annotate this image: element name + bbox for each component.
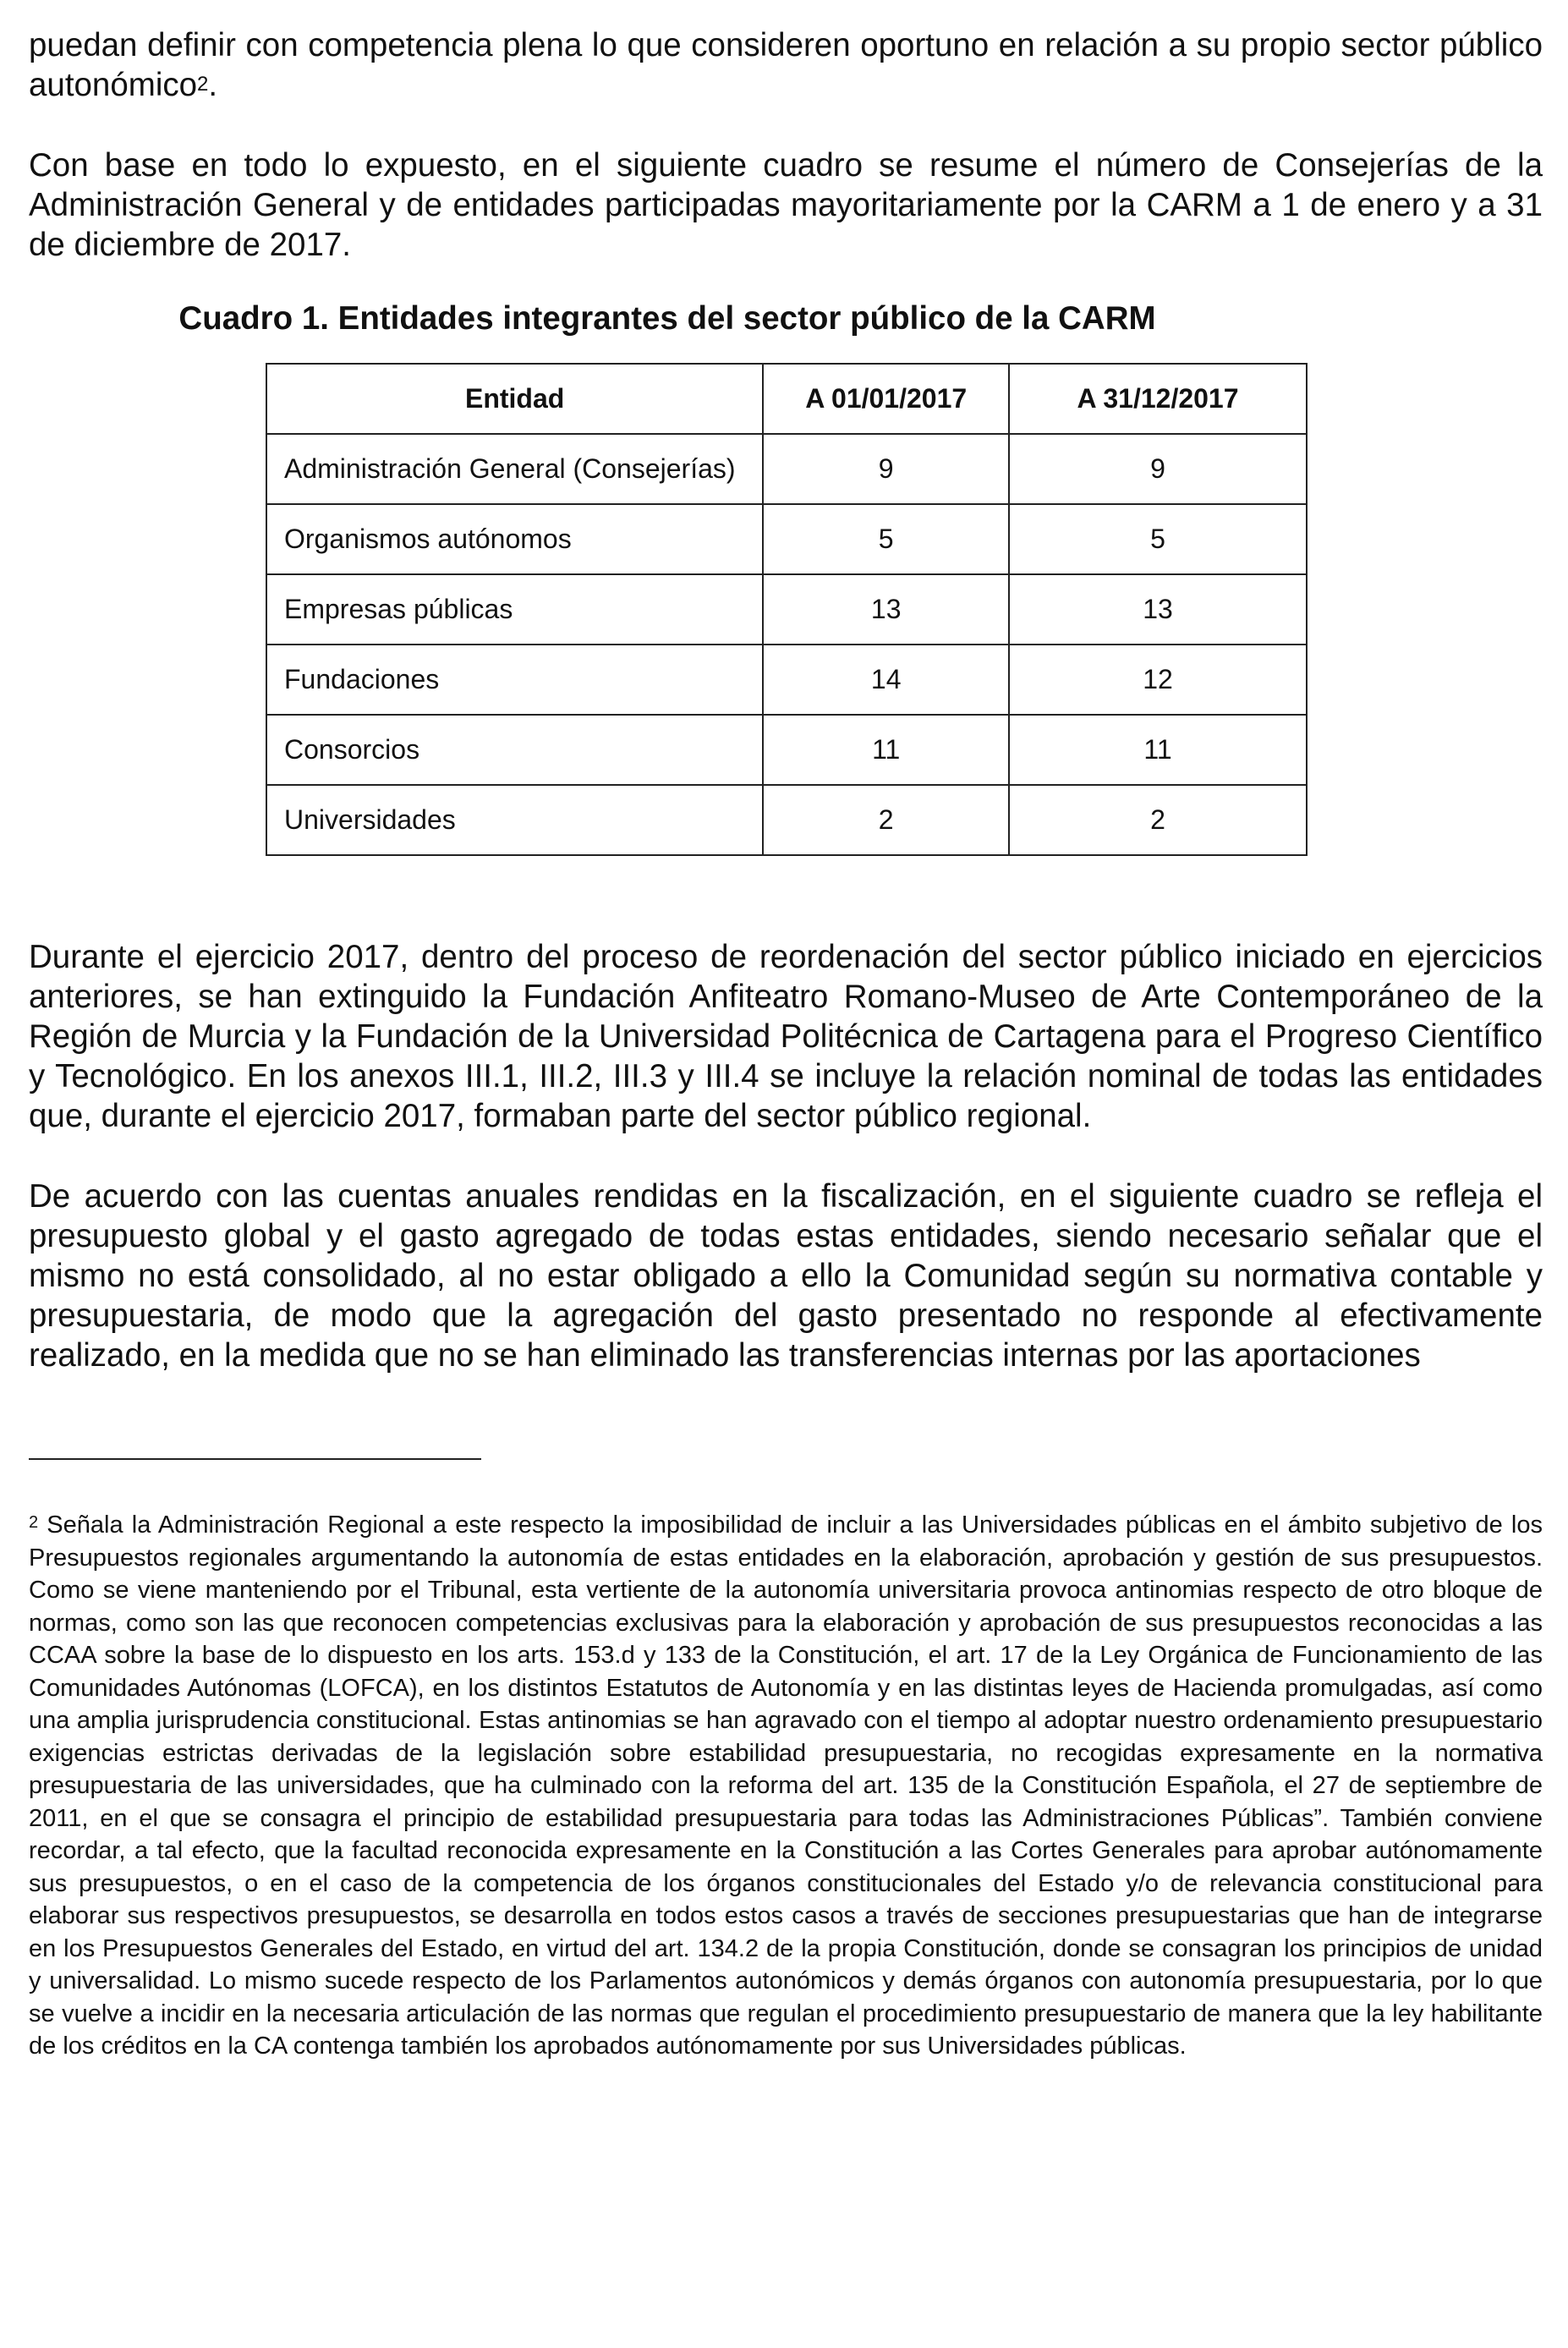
paragraph-2: Con base en todo lo expuesto, en el siguiente cuadro se resume el número de Consejerías de la Administración General y de entidades participadas mayoritariamente por la CARM a 1 de enero y a 31 de diciembre de 2017. bbox=[29, 147, 1543, 263]
table-row bbox=[266, 504, 1307, 574]
header-start-date: A 01/01/2017 bbox=[763, 364, 1009, 434]
row-label: Fundaciones bbox=[266, 645, 763, 715]
footnote-text: Señala la Administración Regional a este respecto la imposibilidad de incluir a las Universidades públicas en el ámbito subjetivo de los Presupuestos regionales argumentando la autonomía de estas entidades en la elaboración, aprobación y gestión de sus presupuestos. Como se viene manteniendo por el Tribunal, esta vertiente de la autonomía universitaria provoca antinomias respecto de otro bloque de normas, como son las que reconocen competencias exclusivas para la elaboración y aprobación de sus presupuestos reconocidas a las CCAA sobre la base de lo dispuesto en los arts. 153.d y 133 de la Constitución, el art. 17 de la Ley Orgánica de Funcionamiento de las Comunidades Autónomas (LOFCA), en los distintos Estatutos de Autonomía y en las distintas leyes de Hacienda promulgadas, así como una amplia jurisprudencia constitucional. Estas antinomias se han agravado con el tiempo al adoptar nuestro ordenamiento presupuestario exigencias estrictas derivadas de la legislación sobre estabilidad presupuestaria, no recogidas expresamente en la normativa presupuestaria de las universidades, que ha culminado con la reforma del art. 135 de la Constitución Española, el 27 de septiembre de 2011, en el que se consagra el principio de estabilidad presupuestaria para todas las Administraciones Públicas”. También conviene recordar, a tal efecto, que la facultad reconocida expresamente en la Constitución a las Cortes Generales para aprobar autónomamente sus presupuestos, o en el caso de la competencia de los órganos constitucionales del Estado y/o de relevancia constitucional para elaborar sus respectivos presupuestos, se desarrolla en todos estos casos a través de secciones presupuestarias que han de integrarse en los Presupuestos Generales del Estado, en virtud del art. 134.2 de la propia Constitución, donde se consagran los principios de unidad y universalidad. Lo mismo sucede respecto de los Parlamentos autonómicos y demás órganos con autonomía presupuestaria, por lo que se vuelve a incidir en la necesaria articulación de las normas que regulan el procedimiento presupuestario de manera que la ley habilitante de los créditos en la CA contenga también los aprobados autónomamente por sus Universidades públicas. bbox=[29, 1511, 1543, 2060]
footnote bbox=[29, 1509, 1543, 2063]
row-value-start: 5 bbox=[763, 504, 1009, 574]
row-value-start: 2 bbox=[763, 785, 1009, 855]
row-value-end: 13 bbox=[1009, 574, 1307, 645]
table-row bbox=[266, 434, 1307, 504]
row-value-end: 11 bbox=[1009, 715, 1307, 785]
paragraph-3: Durante el ejercicio 2017, dentro del proceso de reordenación del sector público iniciado en ejercicios anteriores, se han extinguido la Fundación Anfiteatro Romano-Museo de Arte Contemporáneo de la Región de Murcia y la Fundación de la Universidad Politécnica de Cartagena para el Progreso Científico y Tecnológico. En los anexos III.1, III.2, III.3 y III.4 se incluye la relación nominal de todas las entidades que, durante el ejercicio 2017, formaban parte del sector público regional. bbox=[29, 939, 1543, 1134]
row-value-start: 13 bbox=[763, 574, 1009, 645]
row-value-end: 9 bbox=[1009, 434, 1307, 504]
table-row bbox=[266, 785, 1307, 855]
paragraph-4: De acuerdo con las cuentas anuales rendidas en la fiscalización, en el siguiente cuadro se refleja el presupuesto global y el gasto agregado de todas estas entidades, siendo necesario señalar que el mismo no está consolidado, al no estar obligado a ello la Comunidad según su normativa contable y presupuestaria, de modo que la agregación del gasto presentado no responde al efectivamente realizado, en la medida que no se han eliminado las transferencias internas por las aportaciones bbox=[29, 1178, 1543, 1374]
footnote-ref: 2 bbox=[197, 73, 209, 96]
row-value-start: 9 bbox=[763, 434, 1009, 504]
table-row bbox=[266, 715, 1307, 785]
footnote-number: 2 bbox=[29, 1513, 39, 1532]
table-row bbox=[266, 574, 1307, 645]
row-value-start: 14 bbox=[763, 645, 1009, 715]
entities-table bbox=[266, 363, 1308, 856]
footnote-separator bbox=[29, 1458, 481, 1460]
row-value-end: 5 bbox=[1009, 504, 1307, 574]
paragraph-1: puedan definir con competencia plena lo que consideren oportuno en relación a su propio sector público autonómico$^2$. bbox=[29, 27, 1543, 103]
table-header-row bbox=[266, 364, 1307, 434]
row-label: Empresas públicas bbox=[266, 574, 763, 645]
row-value-end: 2 bbox=[1009, 785, 1307, 855]
row-label: Universidades bbox=[266, 785, 763, 855]
row-label: Consorcios bbox=[266, 715, 763, 785]
row-value-start: 11 bbox=[763, 715, 1009, 785]
document-page bbox=[29, 25, 1543, 2087]
row-label: Administración General (Consejerías) bbox=[266, 434, 763, 504]
row-label: Organismos autónomos bbox=[266, 504, 763, 574]
row-value-end: 12 bbox=[1009, 645, 1307, 715]
table-row bbox=[266, 645, 1307, 715]
header-entidad: Entidad bbox=[266, 364, 763, 434]
header-end-date: A 31/12/2017 bbox=[1009, 364, 1307, 434]
table-caption: Cuadro 1. Entidades integrantes del sector público de la CARM bbox=[178, 300, 1156, 337]
